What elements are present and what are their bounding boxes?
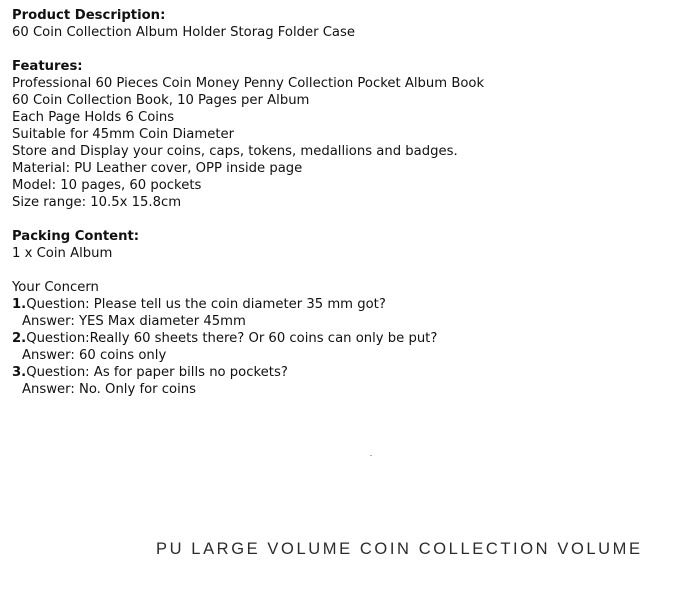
spacer	[12, 262, 672, 279]
qa-answer: Answer: No. Only for coins	[22, 382, 196, 397]
feature-item: Material: PU Leather cover, OPP inside page	[12, 161, 303, 176]
spacer	[12, 41, 672, 58]
feature-item: Each Page Holds 6 Coins	[12, 110, 175, 125]
feature-item: Model: 10 pages, 60 pockets	[12, 178, 202, 193]
packing-content-text: 1 x Coin Album	[12, 246, 113, 261]
qa-question	[12, 296, 672, 313]
concern-title: Your Concern	[12, 280, 99, 295]
stray-mark	[370, 455, 372, 456]
qa-question-text: Question: Please tell us the coin diameter 35 mm got?	[26, 297, 386, 312]
feature-item: Professional 60 Pieces Coin Money Penny Collection Pocket Album Book	[12, 76, 485, 91]
qa-number: 3.	[12, 365, 27, 380]
product-description-heading: Product Description:	[12, 8, 166, 23]
feature-item: Suitable for 45mm Coin Diameter	[12, 127, 235, 142]
qa-answer: Answer: YES Max diameter 45mm	[22, 314, 246, 329]
qa-question	[12, 330, 672, 347]
feature-item: Store and Display your coins, caps, tokens, medallions and badges.	[12, 144, 458, 159]
qa-number: 2.	[12, 331, 27, 346]
qa-question	[12, 364, 672, 381]
feature-item: Size range: 10.5x 15.8cm	[12, 195, 182, 210]
qa-question-text: Question:Really 60 sheets there? Or 60 coins can only be put?	[26, 331, 438, 346]
product-document	[12, 7, 672, 398]
feature-item: 60 Coin Collection Book, 10 Pages per Album	[12, 93, 310, 108]
qa-question-text: Question: As for paper bills no pockets?	[26, 365, 288, 380]
qa-number: 1.	[12, 297, 27, 312]
qa-answer: Answer: 60 coins only	[22, 348, 167, 363]
packing-content-heading: Packing Content:	[12, 229, 140, 244]
banner-caption: PU LARGE VOLUME COIN COLLECTION VOLUME	[156, 540, 643, 558]
features-heading: Features:	[12, 59, 83, 74]
spacer	[12, 211, 672, 228]
product-description-text: 60 Coin Collection Album Holder Storag Folder Case	[12, 25, 355, 40]
